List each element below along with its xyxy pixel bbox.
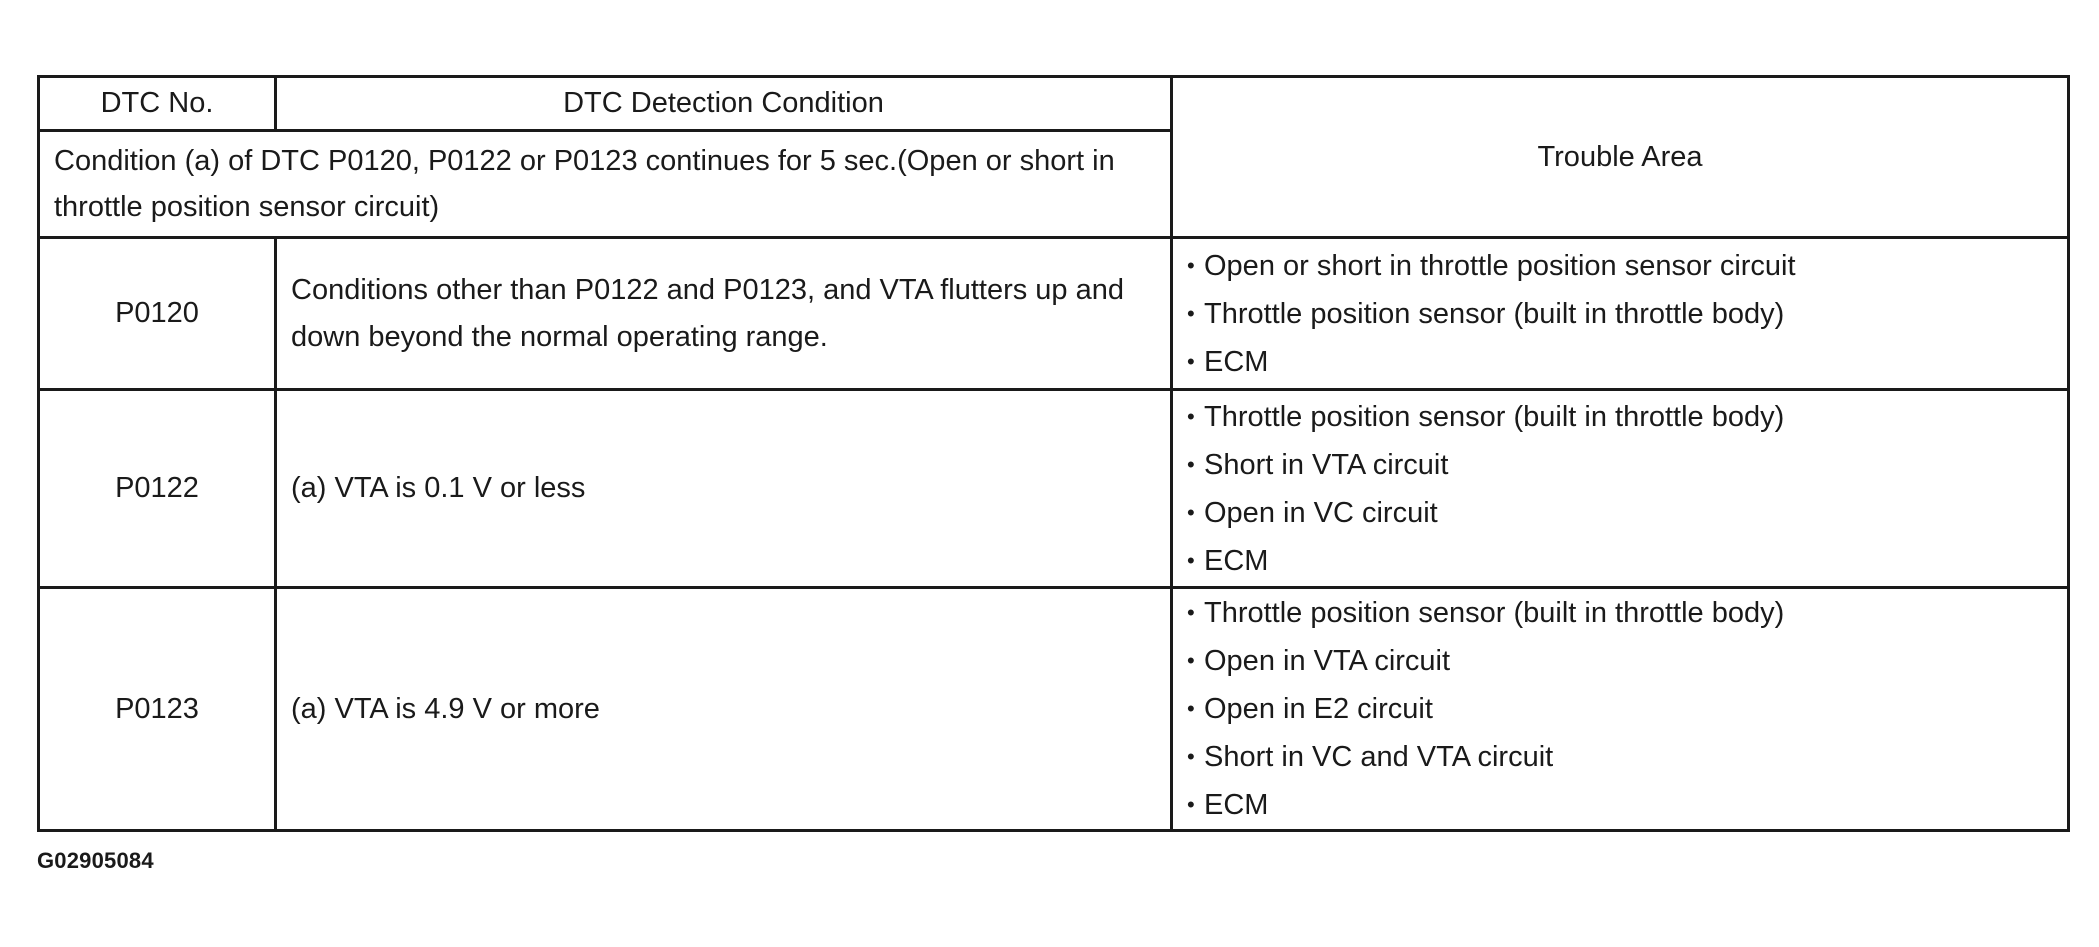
trouble-area-item: • Open or short in throttle position sensor circuit	[1187, 242, 2053, 290]
figure-id: G02905084	[37, 848, 154, 873]
table-row	[39, 238, 2069, 390]
trouble-area-item: • Open in VC circuit	[1187, 489, 2053, 537]
dtc-code: P0120	[39, 238, 276, 390]
trouble-area-list	[1187, 589, 2053, 829]
trouble-area-list	[1187, 393, 2053, 585]
table-row	[39, 588, 2069, 831]
trouble-area-item: • Short in VC and VTA circuit	[1187, 733, 2053, 781]
trouble-area-cell	[1172, 390, 2069, 588]
trouble-area-item: • Throttle position sensor (built in throttle body)	[1187, 290, 2053, 338]
trouble-area-item: • Throttle position sensor (built in throttle body)	[1187, 589, 2053, 637]
header-dtc-no: DTC No.	[39, 77, 276, 131]
trouble-area-item: • ECM	[1187, 338, 2053, 386]
dtc-code: P0122	[39, 390, 276, 588]
dtc-code: P0123	[39, 588, 276, 831]
trouble-area-cell	[1172, 588, 2069, 831]
table-row	[39, 390, 2069, 588]
trouble-area-item: • Open in VTA circuit	[1187, 637, 2053, 685]
trouble-area-item: • Throttle position sensor (built in throttle body)	[1187, 393, 2053, 441]
header-trouble-area: Trouble Area	[1172, 77, 2069, 238]
condition-note: Condition (a) of DTC P0120, P0122 or P0123 continues for 5 sec.(Open or short in throttle position sensor circuit)	[39, 131, 1172, 238]
trouble-area-cell	[1172, 238, 2069, 390]
dtc-table	[37, 75, 2070, 832]
detection-condition: Conditions other than P0122 and P0123, and VTA flutters up and down beyond the normal operating range.	[276, 238, 1172, 390]
trouble-area-item: • ECM	[1187, 537, 2053, 585]
trouble-area-item: • Short in VTA circuit	[1187, 441, 2053, 489]
table-header-row	[39, 77, 2069, 131]
trouble-area-item: • Open in E2 circuit	[1187, 685, 2053, 733]
trouble-area-item: • ECM	[1187, 781, 2053, 829]
detection-condition: (a) VTA is 0.1 V or less	[276, 390, 1172, 588]
trouble-area-list	[1187, 242, 2053, 386]
header-detection-condition: DTC Detection Condition	[276, 77, 1172, 131]
detection-condition: (a) VTA is 4.9 V or more	[276, 588, 1172, 831]
